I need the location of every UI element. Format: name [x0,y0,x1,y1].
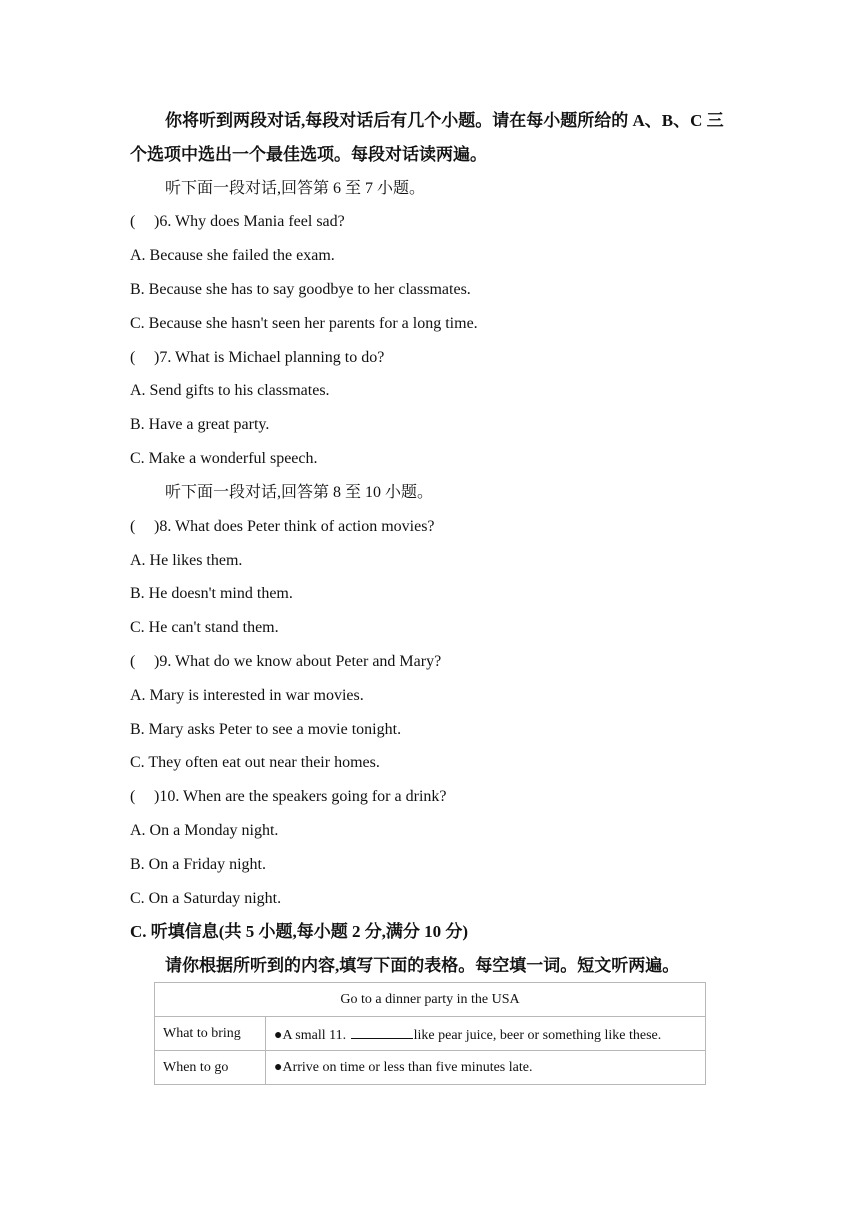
question-stem: )9. What do we know about Peter and Mary? [154,653,442,670]
option-10b: B. On a Friday night. [130,856,266,873]
answer-paren[interactable]: ( [130,518,136,535]
question-7 [130,348,730,368]
answer-paren[interactable]: ( [130,213,136,230]
option-8b: B. He doesn't mind them. [130,585,293,602]
option-8a: A. He likes them. [130,552,243,569]
answer-paren[interactable]: ( [130,788,136,805]
row-content [266,1017,706,1051]
option-10a: A. On a Monday night. [130,822,279,839]
table-title: Go to a dinner party in the USA [155,983,706,1017]
row-content [266,1051,706,1085]
row-label: What to bring [155,1017,266,1051]
listening-info-table [154,982,706,1085]
row-label: When to go [155,1051,266,1085]
question-10 [130,787,730,807]
instruction-line-1: 你将听到两段对话,每段对话后有几个小题。请在每小题所给的 A、B、C 三 [165,111,724,130]
option-9b: B. Mary asks Peter to see a movie tonight. [130,721,402,738]
option-10c: C. On a Saturday night. [130,890,282,907]
option-7c: C. Make a wonderful speech. [130,450,318,467]
option-7a: A. Send gifts to his classmates. [130,382,330,399]
table-row [155,1051,706,1085]
question-8 [130,517,730,537]
dialog2-intro: 听下面一段对话,回答第 8 至 10 小题。 [165,484,434,501]
question-stem: )6. Why does Mania feel sad? [154,213,345,230]
option-6a: A. Because she failed the exam. [130,247,335,264]
option-8c: C. He can't stand them. [130,619,279,636]
instruction-line-2: 个选项中选出一个最佳选项。每段对话读两遍。 [130,145,487,164]
question-9 [130,652,730,672]
row-text-after: like pear juice, beer or something like these. [413,1027,662,1043]
answer-blank-11[interactable] [351,1024,413,1039]
option-6c: C. Because she hasn't seen her parents for a long time. [130,315,478,332]
table-row [155,1017,706,1051]
section-c-instruction: 请你根据所听到的内容,填写下面的表格。每空填一词。短文听两遍。 [165,956,680,975]
option-9a: A. Mary is interested in war movies. [130,687,364,704]
question-stem: )7. What is Michael planning to do? [154,349,385,366]
question-6 [130,212,730,232]
answer-paren[interactable]: ( [130,653,136,670]
dialog1-intro: 听下面一段对话,回答第 6 至 7 小题。 [165,180,426,197]
question-stem: )8. What does Peter think of action movies? [154,518,435,535]
row-text-before: ●Arrive on time or less than five minutes late. [274,1059,533,1075]
option-7b: B. Have a great party. [130,416,270,433]
table-header-row [155,983,706,1017]
option-9c: C. They often eat out near their homes. [130,754,380,771]
answer-paren[interactable]: ( [130,349,136,366]
option-6b: B. Because she has to say goodbye to her classmates. [130,281,471,298]
question-stem: )10. When are the speakers going for a drink? [154,788,447,805]
row-text-before: ●A small 11. [274,1027,350,1043]
section-c-heading: C. 听填信息(共 5 小题,每小题 2 分,满分 10 分) [130,922,469,941]
